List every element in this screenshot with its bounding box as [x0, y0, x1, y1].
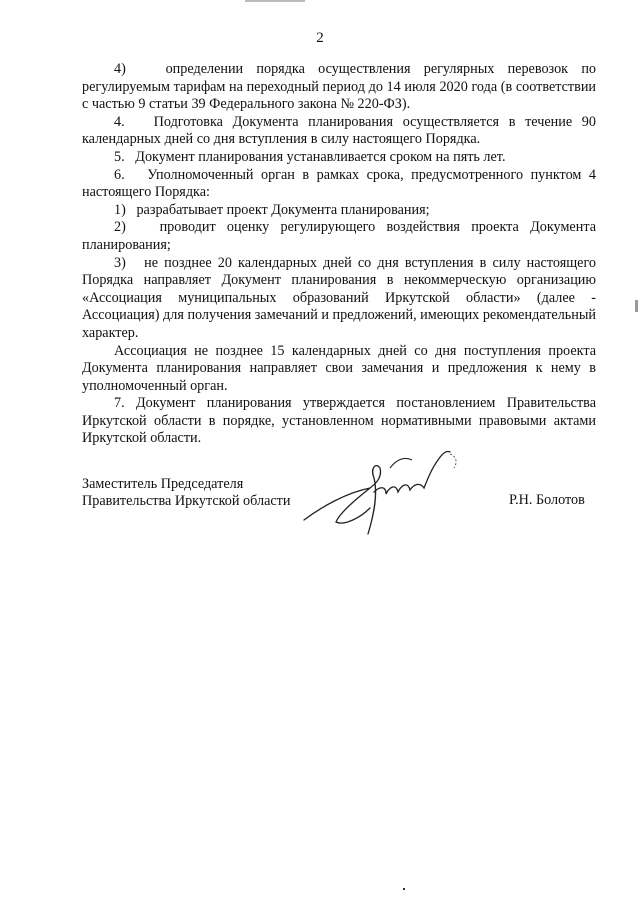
signatory-title: [82, 476, 290, 509]
paragraph-association: Ассоциация не позднее 15 календарных дней со дня поступления проекта Документа планирования направляет свои замечания и предложения к нему в уполномоченный орган.: [82, 342, 596, 394]
page-number: 2: [316, 30, 324, 46]
paragraph-subitem-3: 3) не позднее 20 календарных дней со дня вступления в силу настоящего Порядка направляет Документ планирования в некоммерческую организацию «Ассоциация муниципальных образований Иркутской области» (далее - Ассоциация) для получения замечаний и предложений, имеющих рекомендательный характер.: [82, 254, 596, 341]
paragraph-item-4: 4) определении порядка осуществления регулярных перевозок по регулируемым тарифам на переходный период до 14 июля 2020 года (в соответствии с частью 9 статьи 39 Федерального закона № 220-ФЗ).: [82, 61, 596, 113]
signatory-name: Р.Н. Болотов: [509, 492, 585, 508]
scan-mark: [245, 0, 305, 2]
paragraph-subitem-1: 1) разрабатывает проект Документа планирования;: [114, 201, 430, 218]
paragraph-clause-6: 6. Уполномоченный орган в рамках срока, предусмотренного пунктом 4 настоящего Порядка:: [82, 166, 596, 201]
paragraph-clause-5: 5. Документ планирования устанавливается сроком на пять лет.: [114, 148, 506, 165]
signatory-title-line1: Заместитель Председателя: [82, 476, 244, 492]
signatory-title-line2: Правительства Иркутской области: [82, 492, 291, 509]
handwritten-signature: [300, 438, 480, 538]
document-body: [82, 61, 596, 448]
paragraph-clause-7: 7. Документ планирования утверждается постановлением Правительства Иркутской области в порядке, установленном нормативными правовыми актами Иркутской области.: [82, 395, 596, 447]
paragraph-subitem-2: 2) проводит оценку регулирующего воздействия проекта Документа планирования;: [82, 219, 596, 253]
scan-edge-mark: [635, 300, 638, 312]
paragraph-clause-4: 4. Подготовка Документа планирования осуществляется в течение 90 календарных дней со дня вступления в силу настоящего Порядка.: [82, 113, 596, 148]
scan-speck: [403, 888, 405, 890]
